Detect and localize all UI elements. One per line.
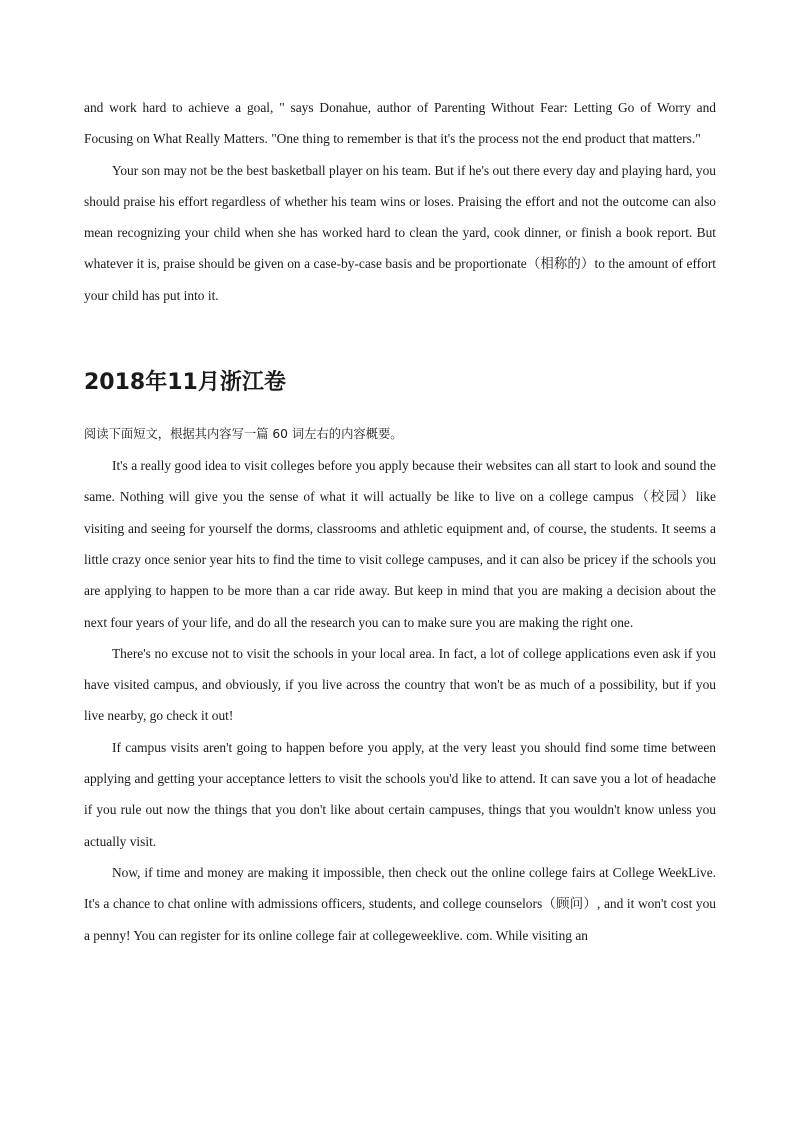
document-page	[84, 92, 716, 951]
paragraph-continuation: and work hard to achieve a goal, " says Donahue, author of Parenting Without Fear: Letting Go of Worry and Focusing on What Really Matters. "One thing to remember is that it's the process not the end product that matters."	[84, 100, 716, 147]
paragraph-online-fairs: Now, if time and money are making it impossible, then check out the online college fairs at College WeekLive. It's a chance to chat online with admissions officers, students, and college counselors（顾问）, and it won't cost you a penny! You can register for its online college fair at collegeweeklive. com. While visiting an	[84, 864, 716, 943]
paragraph-campus-visits-timing: If campus visits aren't going to happen before you apply, at the very least you should find some time between applying and getting your acceptance letters to visit the schools you'd like to attend. It can save you a lot of headache if you rule out now the things that you don't like about certain campuses, things that you wouldn't know unless you actually visit.	[84, 739, 716, 849]
paragraph-visit-colleges: It's a really good idea to visit colleges before you apply because their websites can all start to look and sound the same. Nothing will give you the sense of what it will actually be like to live on a college campus（校园）like visiting and seeing for yourself the dorms, classrooms and athletic equipment and, of course, the students. It seems a little crazy once senior year hits to find the time to visit college campuses, and it can also be pricey if the schools you are applying to happen to be more than a car ride away. But keep in mind that you are making a decision about the next four years of your life, and do all the research you can to make sure you are making the right one.	[84, 458, 716, 630]
paragraph-local-schools: There's no excuse not to visit the schools in your local area. In fact, a lot of college applications even ask if you have visited campus, and obviously, if you live across the country that won't be as much of a possibility, but if you live nearby, go check it out!	[84, 645, 716, 724]
paragraph-praise-effort: Your son may not be the best basketball player on his team. But if he's out there every day and playing hard, you should praise his effort regardless of whether his team wins or loses. Praising the effort and not the outcome can also mean recognizing your child when she has worked hard to clean the yard, cook dinner, or finish a book report. But whatever it is, praise should be given on a case-by-case basis and be proportionate（相称的）to the amount of effort your child has put into it.	[84, 162, 716, 303]
task-instruction: 阅读下面短文，根据其内容写一篇 60 词左右的内容概要。	[84, 427, 403, 442]
section-heading: 2018年11月浙江卷	[84, 370, 286, 396]
